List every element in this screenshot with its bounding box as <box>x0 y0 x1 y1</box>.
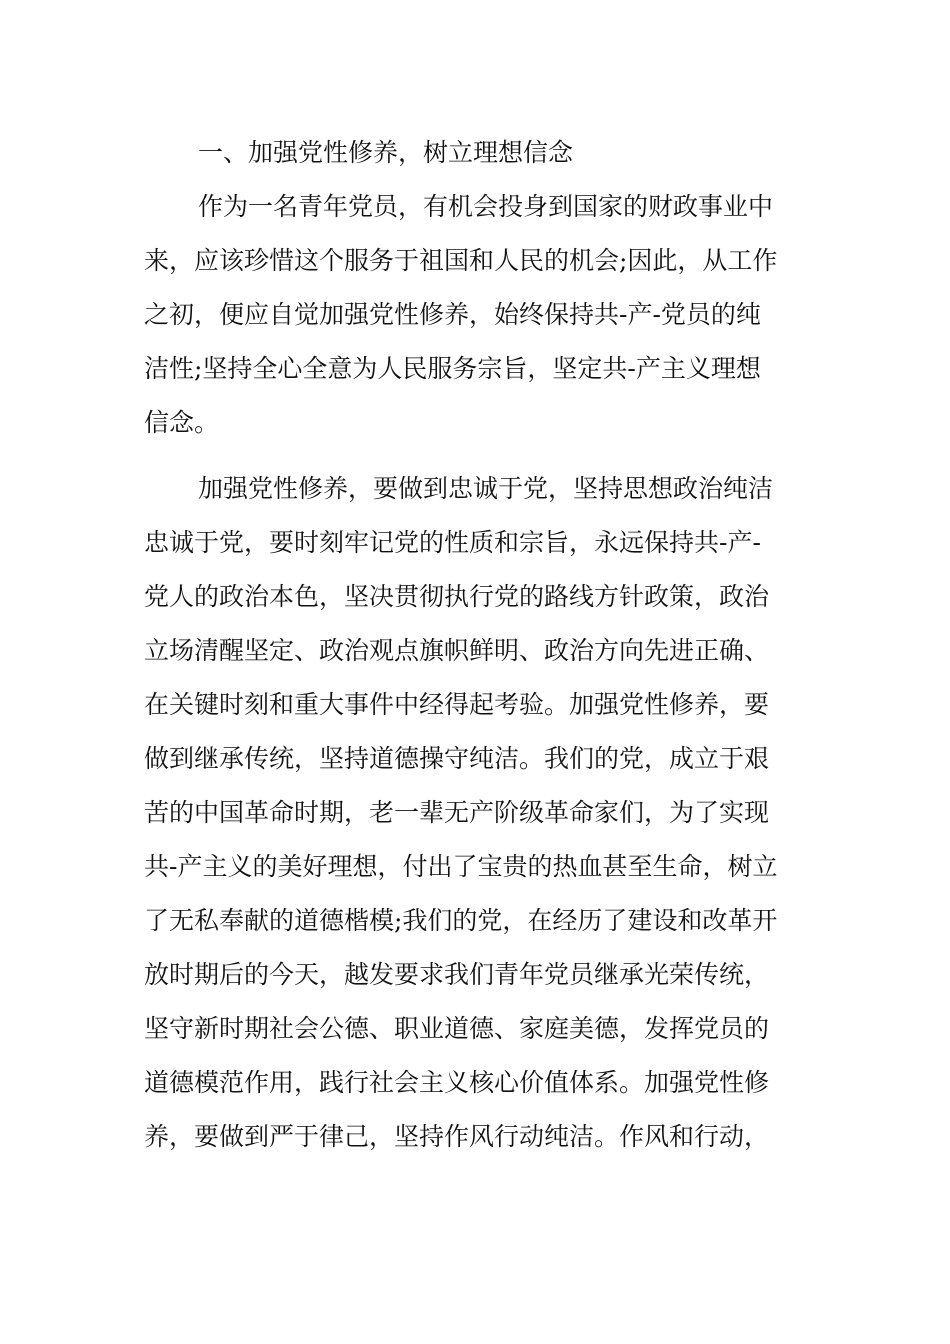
paragraph-line: 坚守新时期社会公德、职业道德、家庭美德，发挥党员的 <box>144 1014 770 1043</box>
paragraph-1 <box>144 180 808 450</box>
paragraph-line: 在关键时刻和重大事件中经得起考验。加强党性修养，要 <box>144 690 770 719</box>
paragraph-line: 道德模范作用，践行社会主义核心价值体系。加强党性修 <box>144 1068 770 1097</box>
paragraph-line: 共-产主义的美好理想，付出了宝贵的热血甚至生命，树立 <box>144 852 778 881</box>
paragraph-line: 来，应该珍惜这个服务于祖国和人民的机会;因此，从工作 <box>144 246 778 275</box>
paragraph-line: 了无私奉献的道德楷模;我们的党，在经历了建设和改革开 <box>144 906 778 935</box>
paragraph-line: 党人的政治本色，坚决贯彻执行党的路线方针政策，政治 <box>144 582 770 611</box>
paragraph-line: 放时期后的今天，越发要求我们青年党员继承光荣传统， <box>144 960 770 989</box>
paragraph-line: 之初，便应自觉加强党性修养，始终保持共-产-党员的纯 <box>144 300 761 329</box>
paragraph-line: 立场清醒坚定、政治观点旗帜鲜明、政治方向先进正确、 <box>144 636 770 665</box>
document-body <box>144 126 808 1164</box>
paragraph-line: 洁性;坚持全心全意为人民服务宗旨，坚定共-产主义理想 <box>144 354 761 383</box>
paragraph-line: 养，要做到严于律己，坚持作风行动纯洁。作风和行动， <box>144 1122 770 1151</box>
paragraph-spacer <box>144 450 808 462</box>
paragraph-line: 作为一名青年党员，有机会投身到国家的财政事业中 <box>198 192 774 221</box>
paragraph-line: 加强党性修养，要做到忠诚于党，坚持思想政治纯洁 <box>198 474 774 503</box>
paragraph-line: 信念。 <box>144 408 220 437</box>
section-heading: 一、加强党性修养，树立理想信念 <box>198 138 574 167</box>
paragraph-2 <box>144 462 808 1164</box>
paragraph-line: 做到继承传统，坚持道德操守纯洁。我们的党，成立于艰 <box>144 744 770 773</box>
paragraph-line: 忠诚于党，要时刻牢记党的性质和宗旨，永远保持共-产- <box>144 528 761 557</box>
paragraph-line: 苦的中国革命时期，老一辈无产阶级革命家们，为了实现 <box>144 798 770 827</box>
